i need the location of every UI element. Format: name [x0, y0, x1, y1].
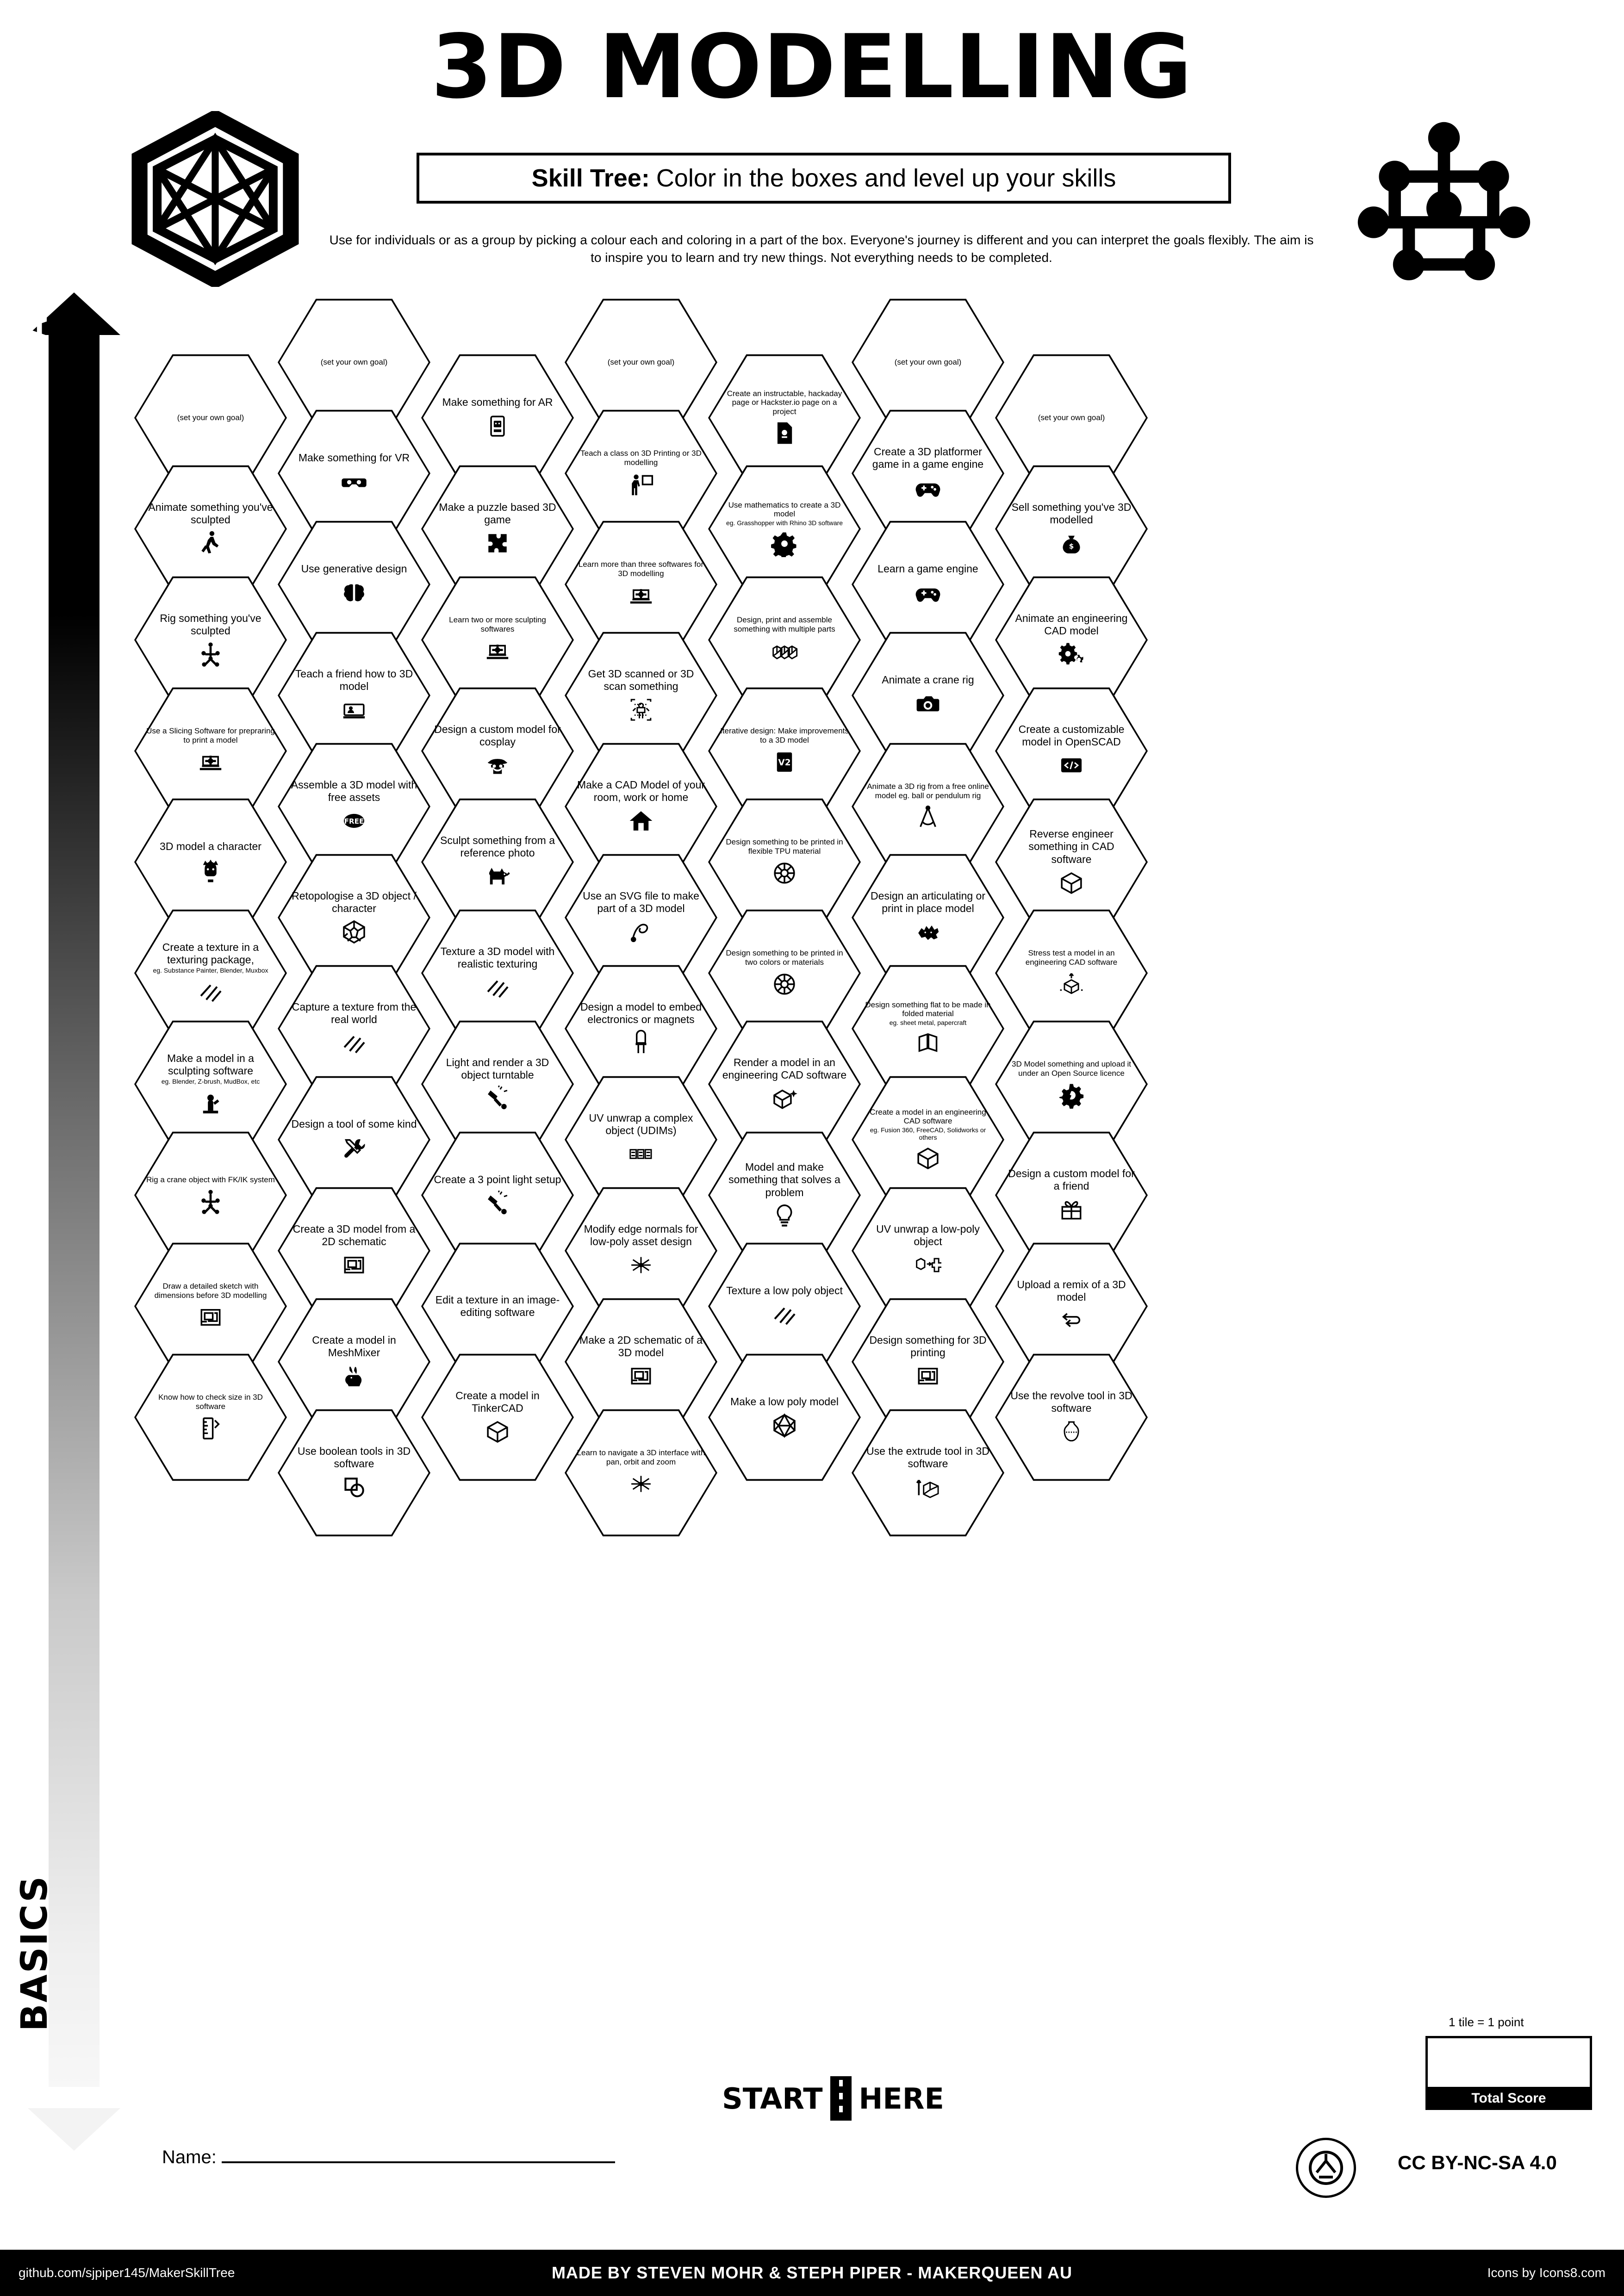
tile-content: [864, 1445, 992, 1501]
subtitle-rest: Color in the boxes and level up your skills: [656, 164, 1116, 192]
tile-label: Reverse engineer something in CAD software: [1028, 828, 1114, 865]
scan-icon: [628, 696, 654, 723]
tile-label: Draw a detailed sketch with dimensions before 3D modelling: [154, 1282, 267, 1300]
tile-content: [864, 782, 992, 831]
total-score-label: Total Score: [1428, 2087, 1590, 2110]
tile-label: (set your own goal): [1038, 413, 1105, 422]
tile-content: [720, 1161, 849, 1229]
skill-tile[interactable]: [278, 1407, 430, 1539]
tile-label: Animate a crane rig: [882, 674, 974, 686]
extrude-icon: [915, 1474, 941, 1501]
tile-content: [146, 1393, 275, 1441]
lamp-icon: [484, 1085, 511, 1112]
gears-icon: [1058, 641, 1085, 668]
tile-label: Design an articulating or print in place model: [870, 889, 986, 914]
tile-sublabel: eg. Grasshopper with Rhino 3D software: [726, 519, 843, 527]
tile-content: [433, 501, 562, 557]
tile-content: [864, 890, 992, 945]
tile-content: [290, 779, 418, 834]
tile-content: [720, 615, 849, 664]
remix-icon: [1058, 1307, 1085, 1334]
skill-tile[interactable]: [134, 1351, 287, 1483]
tile-label: Design a custom model for a friend: [1008, 1167, 1135, 1192]
tile-label: Use the revolve tool in 3D software: [1010, 1389, 1132, 1414]
tile-sublabel: eg. sheet metal, papercraft: [889, 1018, 967, 1026]
subtitle-bold: Skill Tree:: [531, 164, 650, 192]
tile-label: (set your own goal): [894, 358, 962, 367]
tile-content: [577, 1223, 705, 1278]
tile-label: Learn a game engine: [877, 563, 978, 575]
tile-label: Retopologise a 3D object / character: [292, 889, 417, 914]
tile-label: Get 3D scanned or 3D scan something: [588, 667, 694, 692]
svg-text:V2: V2: [778, 757, 791, 768]
tile-content: [864, 674, 992, 717]
skill-tile[interactable]: [708, 1351, 861, 1483]
tile-content: [720, 838, 849, 886]
tile-content: [290, 1223, 418, 1278]
road-icon: [830, 2076, 852, 2121]
github-link[interactable]: github.com/sjpiper145/MakerSkillTree: [19, 2265, 235, 2280]
start-here-marker: [671, 2073, 995, 2124]
cube-line-icon: [484, 1418, 511, 1445]
tile-content: [720, 1396, 849, 1439]
tile-label: Texture a 3D model with realistic texturing: [440, 945, 555, 970]
page-title: 3D MODELLING: [431, 16, 1193, 118]
tile-content: [290, 1118, 418, 1161]
tile-label: Design a tool of some kind: [291, 1118, 417, 1130]
hatch-icon: [341, 1030, 367, 1056]
hatch-icon: [484, 974, 511, 1001]
tile-label: Modify edge normals for low-poly asset design: [584, 1222, 698, 1247]
tile-label: Create an instructable, hackaday page or Hackster.io page on a project: [727, 389, 842, 416]
tile-label: Use mathematics to create a 3D model: [728, 500, 841, 519]
tile-label: Iterative design: Make improvements to a 3D model: [720, 726, 849, 745]
gamepad-icon: [915, 579, 941, 606]
svg-icon: [628, 918, 654, 945]
tile-content: [146, 413, 275, 422]
schematic-icon: [197, 1304, 224, 1331]
tile-content: [720, 949, 849, 997]
unwrap-icon: [915, 1252, 941, 1278]
tile-label: Create a customizable model in OpenSCAD: [1018, 723, 1125, 748]
icons-credit: Icons by Icons8.com: [1487, 2265, 1605, 2280]
udim-icon: [628, 1141, 654, 1167]
present-icon: [628, 471, 654, 498]
tile-content: [146, 1282, 275, 1330]
tile-label: Stress test a model in an engineering CAD software: [1025, 949, 1118, 967]
lamp-icon: [484, 1190, 511, 1217]
pendulum-icon: [915, 804, 941, 831]
tile-label: Assemble a 3D model with free assets: [291, 778, 417, 803]
tile-content: [433, 945, 562, 1001]
tile-content: [577, 358, 705, 367]
footer-bar: [0, 2250, 1624, 2296]
teach-icon: [341, 696, 367, 723]
tile-label: Upload a remix of a 3D model: [1017, 1278, 1126, 1303]
tile-label: Sculpt something from a reference photo: [440, 834, 555, 859]
tile-label: Sell something you've 3D modelled: [1011, 501, 1132, 526]
filament-icon: [771, 971, 798, 998]
free-icon: [341, 807, 367, 834]
name-field[interactable]: [162, 2147, 615, 2168]
rig-icon: [197, 641, 224, 668]
tile-content: [433, 615, 562, 664]
tile-label: (set your own goal): [607, 358, 675, 367]
tile-content: [1007, 1060, 1136, 1108]
tile-content: [864, 1108, 992, 1172]
tile-content: [1007, 413, 1136, 422]
tile-content: [864, 1223, 992, 1278]
tile-label: Rig something you've sculpted: [160, 612, 261, 637]
tile-content: [577, 1112, 705, 1167]
tile-content: [1007, 612, 1136, 668]
tile-label: Use an SVG file to make part of a 3D model: [583, 889, 699, 914]
gamepad-icon: [915, 474, 941, 501]
tile-content: [577, 449, 705, 497]
tile-label: (set your own goal): [177, 413, 244, 422]
brain-icon: [341, 579, 367, 606]
tile-label: Create a model in TinkerCAD: [455, 1389, 540, 1414]
tile-content: [146, 1175, 275, 1215]
tile-label: Design something for 3D printing: [869, 1334, 987, 1359]
tile-label: Create a model in an engineering CAD software: [870, 1107, 986, 1126]
schematic-icon: [628, 1363, 654, 1390]
moneybag-icon: [1058, 530, 1085, 557]
tile-label: Texture a low poly object: [726, 1285, 843, 1297]
intro-blurb: Use for individuals or as a group by picking a colour each and coloring in a part of the box. Everyone's journey is different and you can interpret the goals flexibly. The aim is to inspire you to learn and try new things. Not everything needs to be completed.: [329, 233, 1314, 265]
bunny-icon: [341, 1363, 367, 1390]
tile-content: [1007, 501, 1136, 557]
gear-icon: [771, 530, 798, 557]
svg-text:$: $: [1069, 542, 1074, 551]
tile-label: Animate an engineering CAD model: [1015, 612, 1128, 637]
tile-content: [577, 890, 705, 945]
tile-label: (set your own goal): [320, 358, 388, 367]
cube-shine-icon: [771, 1085, 798, 1112]
tile-point-note: 1 tile = 1 point: [1449, 2015, 1524, 2029]
tile-label: Use boolean tools in 3D software: [297, 1445, 411, 1470]
axis-label-advanced: ADVANCED: [14, 108, 56, 342]
puzzle-icon: [484, 530, 511, 557]
tile-content: [864, 358, 992, 367]
cube-line-icon: [1058, 869, 1085, 896]
score-entry-area[interactable]: [1428, 2038, 1590, 2087]
hatch-icon: [197, 978, 224, 1005]
tile-content: [720, 1056, 849, 1112]
tile-label: Create a 3D platformer game in a game engine: [872, 445, 984, 470]
tile-content: [1007, 1278, 1136, 1334]
tile-content: [146, 612, 275, 668]
vase-icon: [1058, 1418, 1085, 1445]
tile-label: Make something for AR: [442, 396, 553, 409]
tile-content: [290, 563, 418, 606]
tile-content: [146, 1052, 275, 1116]
mesh-icon: [341, 918, 367, 945]
schematic-icon: [341, 1252, 367, 1278]
tile-label: Rig a crane object with FK/IK system: [146, 1175, 275, 1185]
hatch-icon: [771, 1301, 798, 1328]
tile-label: 3D model a character: [160, 840, 261, 853]
filament-icon: [771, 860, 798, 887]
tile-content: [864, 446, 992, 501]
tile-label: Render a model in an engineering CAD software: [722, 1056, 847, 1081]
tile-content: [1007, 949, 1136, 997]
tile-content: [433, 396, 562, 439]
tile-label: UV unwrap a low-poly object: [876, 1222, 980, 1247]
tile-content: [433, 1056, 562, 1112]
tile-content: [720, 501, 849, 558]
camera-icon: [915, 690, 941, 717]
tile-sublabel: eg. Substance Painter, Blender, Muxbox: [153, 967, 268, 974]
tile-content: [1007, 828, 1136, 896]
tile-label: Animate a 3D rig from a free online model eg. ball or pendulum rig: [867, 782, 989, 800]
skill-tile[interactable]: [565, 1407, 717, 1539]
tile-label: Learn more than three softwares for 3D modelling: [578, 560, 704, 578]
tile-content: [146, 840, 275, 883]
sculpt-icon: [197, 1089, 224, 1116]
tile-label: Design a model to embed electronics or magnets: [580, 1000, 702, 1025]
tile-content: [433, 723, 562, 779]
vr-icon: [341, 468, 367, 495]
name-input-rule[interactable]: [222, 2161, 615, 2163]
tile-label: Model and make something that solves a problem: [728, 1161, 840, 1198]
skill-tile[interactable]: [852, 1407, 1004, 1539]
tile-label: Teach a class on 3D Printing or 3D modelling: [580, 449, 702, 467]
tile-content: [1007, 1390, 1136, 1445]
tile-label: Create a texture in a texturing package,: [162, 941, 259, 966]
tile-content: [577, 779, 705, 834]
dog-icon: [484, 863, 511, 890]
tile-content: [864, 563, 992, 606]
schematic-icon: [915, 1363, 941, 1390]
tile-label: Animate something you've sculpted: [148, 501, 273, 526]
home-icon: [628, 807, 654, 834]
tile-label: Create a 3 point light setup: [434, 1173, 561, 1186]
tile-label: Create a 3D model from a 2D schematic: [292, 1222, 416, 1247]
tile-content: [290, 1334, 418, 1390]
tile-content: [577, 1448, 705, 1497]
tile-label: Use the extrude tool in 3D software: [866, 1445, 989, 1470]
stress-icon: [1058, 971, 1085, 998]
start-label: START: [722, 2081, 823, 2116]
here-label: HERE: [859, 2081, 944, 2116]
boxes-icon: [771, 638, 798, 664]
led-icon: [628, 1030, 654, 1056]
tile-sublabel: eg. Fusion 360, FreeCAD, Solidworks or others: [870, 1126, 986, 1141]
cosplay-icon: [484, 752, 511, 779]
rig-icon: [197, 1188, 224, 1215]
doc-icon: [771, 420, 798, 447]
tile-label: Create a model in MeshMixer: [312, 1334, 396, 1359]
skill-tile[interactable]: [421, 1351, 574, 1483]
laptop-gear-icon: [628, 582, 654, 609]
tile-content: [290, 452, 418, 495]
tile-content: [146, 726, 275, 775]
tile-content: [146, 501, 275, 557]
tile-label: Make a model in a sculpting software: [167, 1052, 254, 1077]
tile-content: [577, 560, 705, 608]
tile-label: Design something to be printed in two colors or materials: [726, 949, 843, 967]
tile-label: Learn two or more sculpting softwares: [449, 615, 546, 633]
skill-tile[interactable]: [995, 1351, 1148, 1483]
lowpoly-icon: [771, 1412, 798, 1439]
tile-label: Learn to navigate a 3D interface with pan, orbit and zoom: [577, 1448, 705, 1466]
tile-label: UV unwrap a complex object (UDIMs): [589, 1111, 693, 1136]
tools-icon: [341, 1135, 367, 1161]
tile-label: Use generative design: [301, 563, 407, 575]
cc-badge-icon: [1296, 2138, 1356, 2198]
tile-content: [864, 1000, 992, 1057]
tile-content: [290, 358, 418, 367]
cube-line-icon: [915, 1145, 941, 1172]
tile-label: Design something to be printed in flexible TPU material: [726, 838, 843, 856]
tile-label: Make something for VR: [298, 452, 410, 464]
tile-content: [720, 389, 849, 447]
tile-label: Design a custom model for cosplay: [434, 723, 561, 748]
tile-label: 3D Model something and upload it under an Open Source licence: [1012, 1060, 1131, 1078]
tile-label: Design, print and assemble something with multiple parts: [734, 615, 835, 633]
code-icon: [1058, 752, 1085, 779]
head-icon: [197, 857, 224, 884]
tile-content: [1007, 1167, 1136, 1223]
ar-icon: [484, 413, 511, 440]
tile-label: Make a 2D schematic of a 3D model: [579, 1334, 703, 1359]
axis-label-basics: BASICS: [14, 1875, 56, 2031]
tile-label: Teach a friend how to 3D model: [295, 667, 413, 692]
tile-label: Make a CAD Model of your room, work or home: [577, 778, 705, 803]
tile-content: [1007, 723, 1136, 779]
tile-label: Edit a texture in an image-editing software: [435, 1293, 560, 1318]
bulb-icon: [771, 1203, 798, 1229]
ruler-icon: [197, 1415, 224, 1442]
laptop-gear-icon: [484, 638, 511, 664]
tile-content: [720, 1285, 849, 1328]
license-label: CC BY-NC-SA 4.0: [1398, 2152, 1557, 2173]
tile-label: Make a low poly model: [730, 1396, 839, 1408]
fold-icon: [915, 1030, 941, 1057]
tile-label: Light and render a 3D object turntable: [446, 1056, 549, 1081]
tile-content: [577, 1001, 705, 1056]
tile-content: [577, 1334, 705, 1390]
laptop-gear-icon: [197, 749, 224, 776]
tile-label: Capture a texture from the real world: [292, 1000, 417, 1025]
credits-label: MADE BY STEVEN MOHR & STEPH PIPER - MAKERQUEEN AU: [551, 2263, 1073, 2282]
tile-content: [433, 1173, 562, 1216]
tile-content: [146, 941, 275, 1005]
tile-content: [290, 668, 418, 723]
walking-icon: [197, 530, 224, 557]
v2-icon: [771, 749, 798, 776]
dragon-icon: [915, 918, 941, 945]
tile-sublabel: eg. Blender, Z-brush, MudBox, etc: [161, 1078, 260, 1086]
tile-content: [433, 1390, 562, 1445]
name-label: Name:: [162, 2147, 217, 2167]
svg-text:FREE: FREE: [344, 817, 364, 825]
tile-label: Know how to check size in 3D software: [158, 1393, 263, 1411]
normals-icon: [628, 1471, 654, 1497]
tile-content: [720, 726, 849, 775]
tile-label: Make a puzzle based 3D game: [439, 501, 556, 526]
tile-content: [433, 834, 562, 890]
tile-content: [577, 668, 705, 723]
tile-content: [290, 890, 418, 945]
gift-icon: [1058, 1196, 1085, 1223]
total-score-box[interactable]: [1425, 2036, 1592, 2110]
normals-icon: [628, 1252, 654, 1278]
boolean-icon: [341, 1474, 367, 1501]
tile-label: Use a Slicing Software for prepraring to print a model: [146, 726, 275, 745]
tile-content: [864, 1334, 992, 1390]
tile-content: [433, 1294, 562, 1319]
tile-content: [290, 1445, 418, 1501]
opensource-icon: [1058, 1082, 1085, 1109]
tile-content: [290, 1001, 418, 1056]
tile-label: Design something flat to be made in folded material: [865, 1000, 991, 1018]
